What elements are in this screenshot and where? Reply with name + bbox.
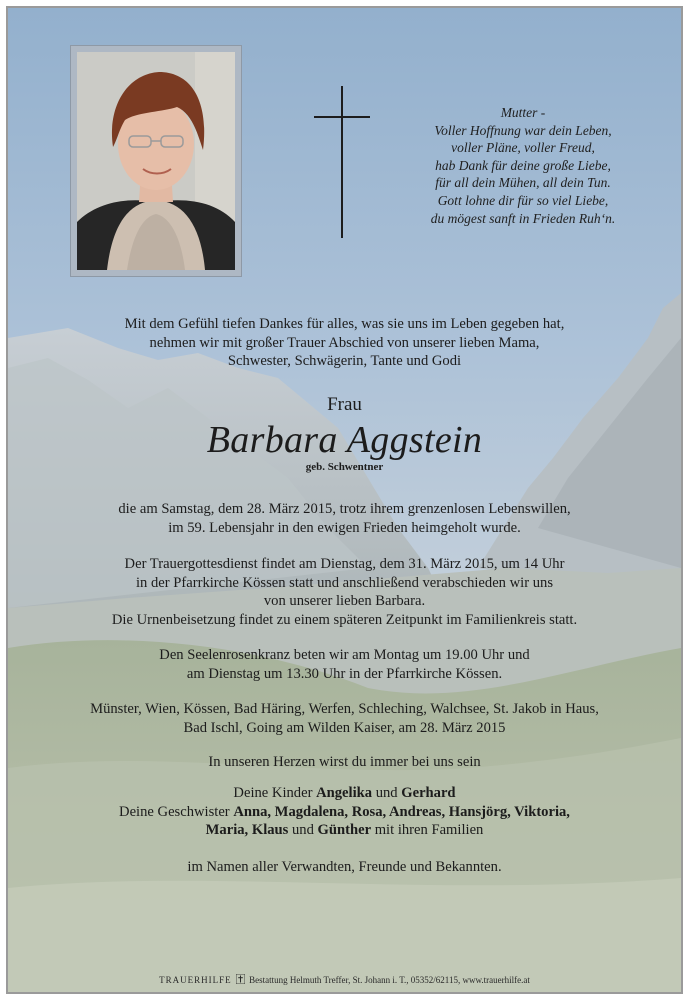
sibling-names: Maria, Klaus xyxy=(205,822,289,838)
siblings-prefix: Deine Geschwister xyxy=(119,803,234,820)
places-and-date xyxy=(8,700,681,737)
rosary-details xyxy=(8,646,681,683)
poem-line: hab Dank für deine große Liebe, xyxy=(435,157,611,173)
deceased-name: Barbara Aggstein xyxy=(206,419,483,461)
siblings-line xyxy=(8,803,681,822)
funeral-line: in der Pfarrkirche Kössen statt und anschließend verabschieden wir uns xyxy=(135,574,553,591)
conjunction: und xyxy=(372,785,402,801)
intro-line: Mit dem Gefühl tiefen Dankes für alles, was sie uns im Leben gegeben hat, xyxy=(124,316,565,332)
memory-line: In unseren Herzen wirst du immer bei uns sein xyxy=(208,754,481,770)
obituary-card xyxy=(6,6,683,994)
portrait-illustration xyxy=(77,52,235,270)
siblings-suffix: mit ihren Familien xyxy=(371,822,484,838)
conjunction: und xyxy=(288,822,318,838)
death-notice-line: im 59. Lebensjahr in den ewigen Frieden heimgeholt wurde. xyxy=(168,519,521,536)
sibling-names: Anna, Magdalena, Rosa, Andreas, Hansjörg, Viktoria, xyxy=(233,803,570,820)
places-line: Münster, Wien, Kössen, Bad Häring, Werfen, Schleching, Walchsee, St. Jakob in Haus, xyxy=(90,701,599,717)
poem-line: Gott lohne dir für so viel Liebe, xyxy=(437,192,609,208)
siblings-line xyxy=(8,821,681,840)
poem xyxy=(408,104,638,227)
poem-line: Mutter - xyxy=(500,105,546,120)
footer-brand: TRAUERHILFE xyxy=(159,975,232,985)
cross-logo-icon xyxy=(236,974,245,984)
funeral-line: Der Trauergottesdienst findet am Dienstag, dem 31. März 2015, um 14 Uhr xyxy=(124,556,565,572)
death-notice xyxy=(8,500,681,537)
closing-line: im Namen aller Verwandten, Freunde und Bekannten. xyxy=(187,859,502,875)
child-name: Angelika xyxy=(316,785,373,801)
places-line: Bad Ischl, Going am Wilden Kaiser, am 28. März 2015 xyxy=(183,719,506,736)
rosary-line: am Dienstag um 13.30 Uhr in der Pfarrkirche Kössen. xyxy=(186,665,503,682)
salutation: Frau xyxy=(327,394,362,415)
portrait-photo xyxy=(77,52,235,270)
footer xyxy=(8,974,681,985)
poem-line: Voller Hoffnung war dein Leben, xyxy=(434,122,612,138)
birth-name: geb. Schwentner xyxy=(305,461,384,473)
intro-line: nehmen wir mit großer Trauer Abschied von unserer lieben Mama, xyxy=(149,334,540,351)
poem-line: für all dein Mühen, all dein Tun. xyxy=(435,175,611,191)
intro-line: Schwester, Schwägerin, Tante und Godi xyxy=(227,353,462,369)
family-list xyxy=(8,784,681,840)
poem-line: voller Pläne, voller Freud, xyxy=(451,140,595,156)
funeral-line: Die Urnenbeisetzung findet zu einem späteren Zeitpunkt im Familienkreis statt. xyxy=(111,611,578,628)
intro-paragraph xyxy=(8,315,681,371)
children-line xyxy=(8,784,681,803)
poem-line: du mögest sanft in Frieden Ruh‘n. xyxy=(430,210,616,226)
death-notice-line: die am Samstag, dem 28. März 2015, trotz ihrem grenzenlosen Lebenswillen, xyxy=(118,501,571,517)
cross-icon xyxy=(314,86,370,238)
funeral-details xyxy=(8,555,681,629)
funeral-line: von unserer lieben Barbara. xyxy=(263,593,426,609)
rosary-line: Den Seelenrosenkranz beten wir am Montag um 19.00 Uhr und xyxy=(159,647,530,663)
child-name: Gerhard xyxy=(401,785,456,801)
sibling-name: Günther xyxy=(317,822,372,838)
portrait-frame xyxy=(70,45,242,277)
footer-text: Bestattung Helmuth Treffer, St. Johann i. T., 05352/62115, www.trauerhilfe.at xyxy=(249,975,530,985)
children-prefix: Deine Kinder xyxy=(233,785,317,801)
